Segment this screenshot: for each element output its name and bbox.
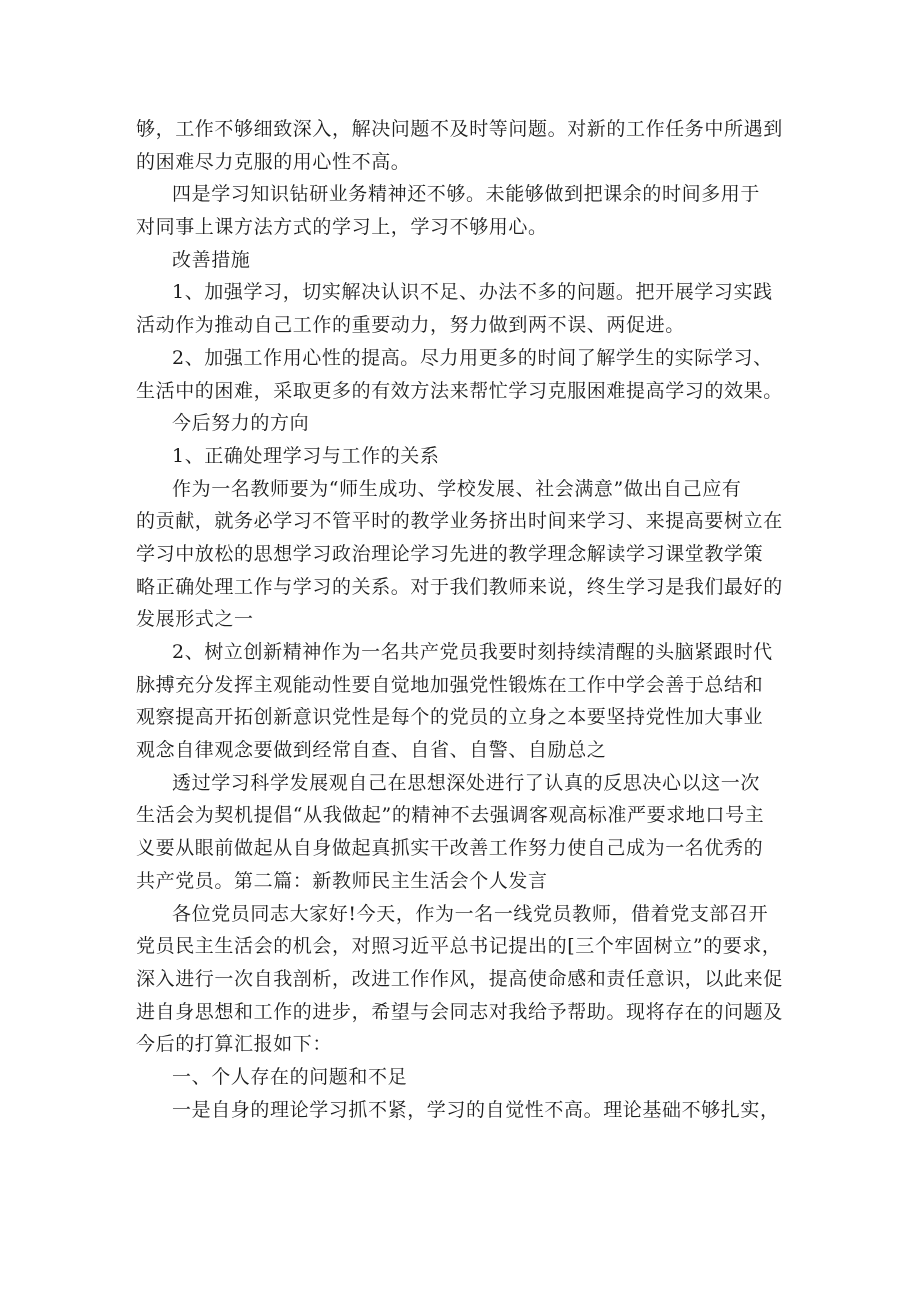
text-line: 略正确处理工作与学习的关系。对于我们教师来说，终生学习是我们最好的 — [136, 575, 783, 598]
text-line: 作为一名教师要为“师生成功、学校发展、社会满意”做出自己应有 — [172, 477, 742, 500]
text-line: 党员民主生活会的机会，对照习近平总书记提出的[三个牢固树立”的要求， — [136, 935, 782, 958]
text-line: 共产党员。第二篇：新教师民主生活会个人发言 — [136, 869, 548, 892]
text-line: 一是自身的理论学习抓不紧，学习的自觉性不高。理论基础不够扎实， — [172, 1098, 780, 1121]
text-line: 各位党员同志大家好!今天，作为一名一线党员教师，借着党支部召开 — [172, 902, 769, 925]
text-line: 2、树立创新精神作为一名共产党员我要时刻持续清醒的头脑紧跟时代 — [172, 641, 773, 663]
text-line: 2、加强工作用心性的提高。尽力用更多的时间了解学生的实际学习、 — [172, 346, 773, 369]
text-line: 学习中放松的思想学习政治理论学习先进的教学理念解读学习课堂教学策 — [136, 542, 764, 565]
text-line: 对同事上课方法方式的学习上，学习不够用心。 — [136, 216, 548, 239]
text-line: 观察提高开拓创新意识党性是每个的党员的立身之本要坚持党性加大事业 — [136, 706, 764, 729]
text-line: 生活会为契机提倡“从我做起”的精神不去强调客观高标准严要求地口号主 — [136, 804, 765, 827]
text-line: 观念自律观念要做到经常自查、自省、自警、自励总之 — [136, 739, 607, 762]
text-line: 改善措施 — [172, 248, 251, 271]
text-line: 四是学习知识钻研业务精神还不够。未能够做到把课余的时间多用于 — [172, 183, 761, 206]
text-line: 的困难尽力克服的用心性不高。 — [136, 150, 411, 173]
text-line: 生活中的困难，采取更多的有效方法来帮忙学习克服困难提高学习的效果。 — [136, 379, 783, 402]
text-line: 今后努力的方向 — [172, 412, 310, 435]
text-line: 透过学习科学发展观自己在思想深处进行了认真的反思决心以这一次 — [172, 771, 761, 794]
text-line: 发展形式之一 — [136, 608, 254, 631]
text-line: 脉搏充分发挥主观能动性要自觉地加强党性锻炼在工作中学会善于总结和 — [136, 673, 764, 696]
text-line: 义要从眼前做起从自身做起真抓实干改善工作努力使自己成为一名优秀的 — [136, 837, 764, 860]
text-line: 深入进行一次自我剖析，改进工作作风，提高使命感和责任意识，以此来促 — [136, 967, 783, 990]
text-line: 够，工作不够细致深入，解决问题不及时等问题。对新的工作任务中所遇到 — [136, 118, 783, 140]
text-line: 的贡献，就务必学习不管平时的教学业务挤出时间来学习、来提高要树立在 — [136, 510, 783, 533]
text-line: 今后的打算汇报如下： — [136, 1033, 333, 1056]
text-line: 1、正确处理学习与工作的关系 — [172, 444, 440, 467]
document-body — [136, 113, 796, 1126]
text-line: 1、加强学习，切实解决认识不足、办法不多的问题。把开展学习实践 — [172, 281, 773, 304]
text-line: 一、个人存在的问题和不足 — [172, 1065, 408, 1088]
text-line: 进自身思想和工作的进步，希望与会同志对我给予帮助。现将存在的问题及 — [136, 1000, 783, 1023]
text-line: 活动作为推动自己工作的重要动力，努力做到两不误、两促进。 — [136, 314, 685, 337]
